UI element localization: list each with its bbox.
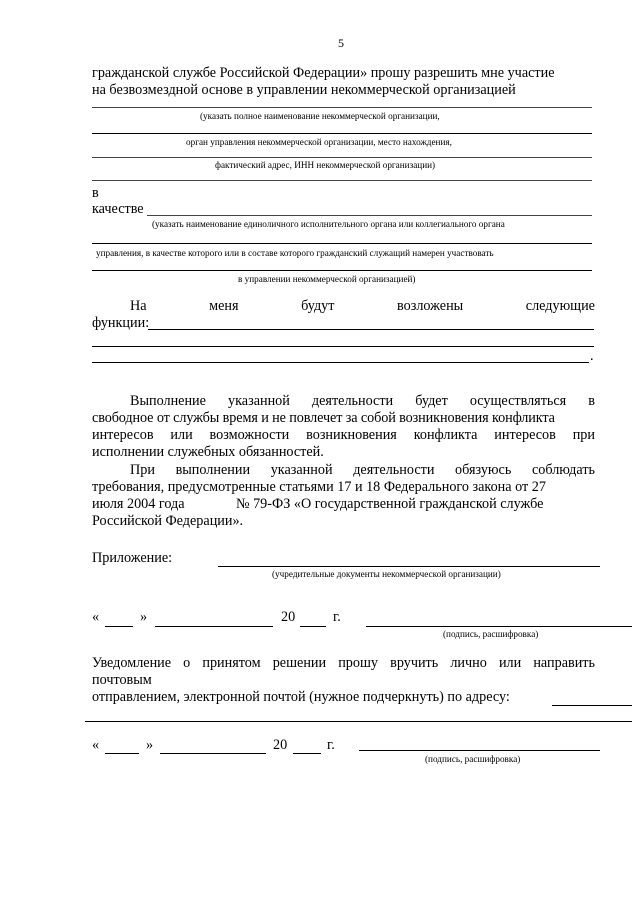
word: деятельности <box>353 462 435 478</box>
word: прошу <box>338 655 379 671</box>
attachment-label: Приложение: <box>92 550 173 566</box>
org-name-line-1[interactable] <box>92 107 592 108</box>
date1-year-prefix: 20 <box>281 609 296 625</box>
date2-sign-hint: (подпись, расшифровка) <box>425 754 521 764</box>
date2-year-prefix: 20 <box>273 737 288 753</box>
word: интересов <box>92 427 154 443</box>
statement-p1-l1 <box>130 393 595 410</box>
capacity-hint-3: в управлении некоммерческой организацией) <box>238 274 416 284</box>
word: обязуюсь <box>455 462 512 478</box>
functions-word: возложены <box>397 298 464 314</box>
capacity-v: в <box>92 185 99 201</box>
word: Уведомление <box>92 655 172 671</box>
word: При <box>130 462 155 478</box>
date1-signature-field[interactable] <box>366 626 632 627</box>
capacity-hint-1: (указать наименование единоличного исполнительного органа или коллегиального органа <box>152 219 505 229</box>
notification-l2: почтовым <box>92 672 152 688</box>
functions-end-dot: . <box>590 348 594 364</box>
functions-word: меня <box>209 298 239 314</box>
word: конфликта <box>413 427 478 443</box>
functions-word: следующие <box>525 298 595 314</box>
org-hint-2: орган управления некоммерческой организации, место нахождения, <box>186 137 452 147</box>
word: возникновения <box>306 427 397 443</box>
functions-line <box>130 298 595 315</box>
word: будет <box>415 393 448 409</box>
capacity-hint-2: управления, в качестве которого или в составе которого гражданский служащий намерен участвовать <box>96 248 494 258</box>
statement-p1-l4: исполнении служебных обязанностей. <box>92 444 324 460</box>
org-name-line-2[interactable] <box>92 133 592 134</box>
statement-p2-l2: требования, предусмотренные статьями 17 и 18 Федерального закона от 27 <box>92 479 546 495</box>
attachment-hint: (учредительные документы некоммерческой организации) <box>272 569 501 579</box>
date2-signature-field[interactable] <box>359 750 600 751</box>
org-name-line-3[interactable] <box>92 157 592 158</box>
date1-year-field[interactable] <box>300 626 326 627</box>
word: при <box>572 427 595 443</box>
statement-p1-l3 <box>92 427 595 444</box>
intro-line-2: на безвозмездной основе в управлении некоммерческой организацией <box>92 82 516 98</box>
word: решении <box>272 655 327 671</box>
date1-month-field[interactable] <box>155 626 273 627</box>
word: выполнении <box>175 462 251 478</box>
date1-sign-hint: (подпись, расшифровка) <box>443 629 539 639</box>
page-number: 5 <box>338 36 344 50</box>
word: о <box>183 655 191 671</box>
word: или <box>170 427 193 443</box>
date2-close-quote: » <box>146 737 154 753</box>
date2-year-field[interactable] <box>293 753 321 754</box>
word: лично <box>450 655 487 671</box>
date1-close-quote: » <box>140 609 148 625</box>
date2-open-quote: « <box>92 737 100 753</box>
date2-year-suffix: г. <box>327 737 335 753</box>
word: возможности <box>209 427 290 443</box>
word: соблюдать <box>531 462 595 478</box>
word: указанной <box>228 393 290 409</box>
intro-line-1: гражданской службе Российской Федерации» прошу разрешить мне участие <box>92 65 555 81</box>
capacity-line-1[interactable] <box>147 215 592 216</box>
address-field-1[interactable] <box>552 705 632 706</box>
date1-day-field[interactable] <box>105 626 133 627</box>
attachment-line[interactable] <box>218 566 600 567</box>
word: деятельности <box>311 393 394 409</box>
org-name-line-4[interactable] <box>92 180 592 181</box>
date1-year-suffix: г. <box>333 609 341 625</box>
functions-word: На <box>130 298 147 314</box>
date2-month-field[interactable] <box>160 753 266 754</box>
date1-open-quote: « <box>92 609 100 625</box>
statement-p1-l2: свободное от службы время и не повлечет за собой возникновения конфликта <box>92 410 555 426</box>
capacity-label: качестве <box>92 201 144 217</box>
date2-day-field[interactable] <box>105 753 139 754</box>
functions-label: функции: <box>92 315 150 331</box>
capacity-line-2[interactable] <box>92 243 592 244</box>
org-hint-3: фактический адрес, ИНН некоммерческой организации) <box>215 160 436 170</box>
statement-p2-l3a: июля 2004 года <box>92 496 185 512</box>
word: направить <box>533 655 595 671</box>
word: вручить <box>390 655 439 671</box>
functions-line-1[interactable] <box>148 329 594 330</box>
word: интересов <box>494 427 556 443</box>
notification-l1 <box>92 655 595 672</box>
capacity-line-3[interactable] <box>92 270 592 271</box>
word: Выполнение <box>130 393 206 409</box>
word: в <box>588 393 595 409</box>
statement-p2-l1 <box>130 462 595 479</box>
statement-p2-l3b: № 79-ФЗ «О государственной гражданской службе <box>236 496 544 512</box>
word: или <box>498 655 522 671</box>
word: указанной <box>270 462 333 478</box>
word: принятом <box>202 655 261 671</box>
functions-line-3[interactable] <box>92 362 589 363</box>
statement-p2-l4: Российской Федерации». <box>92 513 244 529</box>
org-hint-1: (указать полное наименование некоммерческой организации, <box>200 111 440 121</box>
address-field-2[interactable] <box>85 721 632 722</box>
functions-word: будут <box>301 298 335 314</box>
word: осуществляться <box>469 393 567 409</box>
notification-l3: отправлением, электронной почтой (нужное подчеркнуть) по адресу: <box>92 689 510 705</box>
functions-line-2[interactable] <box>92 346 594 347</box>
